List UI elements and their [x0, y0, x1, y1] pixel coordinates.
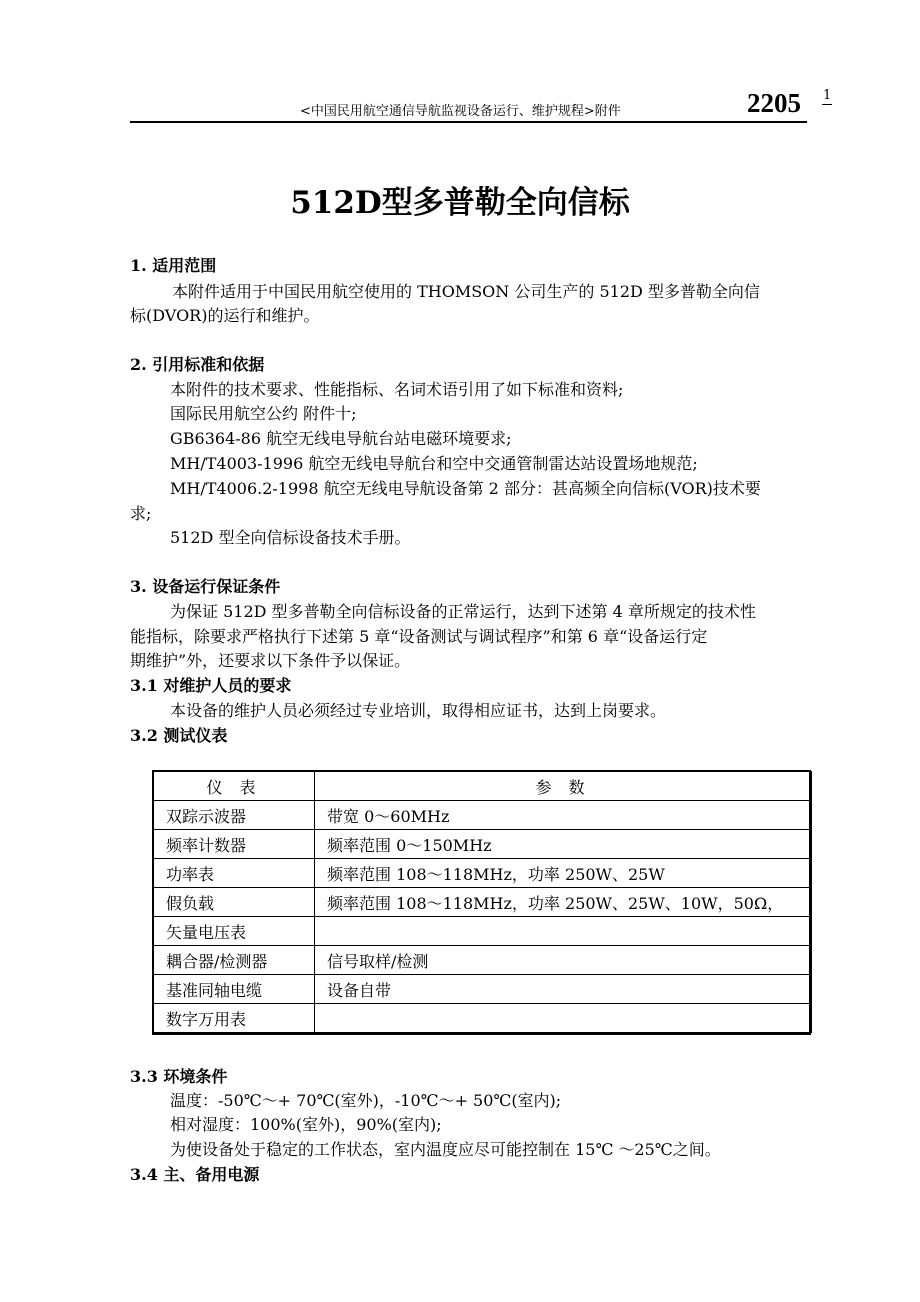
subsection-3-3-line-3: 为使设备处于稳定的工作状态，室内温度应尽可能控制在 15℃ ～25℃之间。	[170, 1140, 721, 1159]
table-cell-parameter: 带宽 0～60MHz	[315, 801, 812, 830]
subsection-3-3-line-1: 温度：-50℃～+ 70℃(室外)，-10℃～+ 50℃(室内);	[170, 1091, 562, 1110]
table-row	[154, 801, 812, 830]
table-row	[154, 975, 812, 1004]
table-row	[154, 859, 812, 888]
table-header-row	[154, 772, 812, 801]
running-header-title: <中国民用航空通信导航监视设备运行、维护规程>附件	[300, 104, 621, 119]
page-title: 512D型多普勒全向信标	[290, 185, 630, 221]
section-3-heading: 3. 设备运行保证条件	[130, 577, 281, 596]
instruments-table	[153, 771, 812, 1033]
section-1-text-line-2: 标(DVOR)的运行和维护。	[130, 306, 320, 325]
table-cell-instrument: 基准同轴电缆	[154, 975, 315, 1004]
table-header-instrument: 仪 表	[154, 772, 315, 801]
table-row	[154, 917, 812, 946]
subsection-3-4-heading: 3.4 主、备用电源	[130, 1165, 260, 1184]
section-2-line-4: MH/T4003-1996 航空无线电导航台和空中交通管制雷达站设置场地规范;	[170, 454, 698, 473]
table-cell-instrument: 矢量电压表	[154, 917, 315, 946]
section-2-line-2: 国际民用航空公约 附件十;	[170, 404, 357, 423]
table-cell-parameter: 频率范围 108～118MHz，功率 250W、25W	[315, 859, 812, 888]
document-number: 2205	[747, 88, 801, 118]
table-row	[154, 1004, 812, 1033]
table-cell-parameter	[315, 917, 812, 946]
section-3-text-line-1: 为保证 512D 型多普勒全向信标设备的正常运行，达到下述第 4 章所规定的技术性	[170, 602, 756, 621]
table-cell-instrument: 频率计数器	[154, 830, 315, 859]
section-2-heading: 2. 引用标准和依据	[130, 355, 265, 374]
subsection-3-1-heading: 3.1 对维护人员的要求	[130, 676, 292, 695]
table-row	[154, 888, 812, 917]
table-cell-parameter: 信号取样/检测	[315, 946, 812, 975]
table-cell-parameter: 频率范围 0～150MHz	[315, 830, 812, 859]
section-2-line-1: 本附件的技术要求、性能指标、名词术语引用了如下标准和资料;	[170, 380, 624, 399]
section-2-line-6: 512D 型全向信标设备技术手册。	[170, 528, 411, 547]
section-2-line-3: GB6364-86 航空无线电导航台站电磁环境要求;	[170, 429, 512, 448]
table-row	[154, 830, 812, 859]
section-1-heading: 1. 适用范围	[130, 256, 217, 275]
table-header-parameter: 参 数	[315, 772, 812, 801]
table-cell-parameter: 设备自带	[315, 975, 812, 1004]
page-number: 1	[823, 88, 832, 103]
subsection-3-2-heading: 3.2 测试仪表	[130, 726, 228, 745]
section-2-line-5b: 求;	[130, 504, 152, 523]
section-2-line-5a: MH/T4006.2-1998 航空无线电导航设备第 2 部分：甚高频全向信标(VOR)技术要	[170, 479, 761, 498]
table-cell-parameter: 频率范围 108～118MHz，功率 250W、25W、10W，50Ω，	[315, 888, 812, 917]
table-row	[154, 946, 812, 975]
section-3-text-line-3: 期维护”外，还要求以下条件予以保证。	[130, 651, 411, 670]
section-1-text-line-1: 本附件适用于中国民用航空使用的 THOMSON 公司生产的 512D 型多普勒全向信	[172, 282, 760, 301]
table-cell-parameter	[315, 1004, 812, 1033]
table-cell-instrument: 假负载	[154, 888, 315, 917]
table-cell-instrument: 数字万用表	[154, 1004, 315, 1033]
subsection-3-3-line-2: 相对湿度：100%(室外)，90%(室内);	[170, 1115, 442, 1134]
subsection-3-1-text: 本设备的维护人员必须经过专业培训，取得相应证书，达到上岗要求。	[170, 701, 667, 720]
header-rule	[130, 121, 807, 123]
table-cell-instrument: 耦合器/检测器	[154, 946, 315, 975]
subsection-3-3-heading: 3.3 环境条件	[130, 1067, 228, 1086]
section-3-text-line-2: 能指标，除要求严格执行下述第 5 章“设备测试与调试程序”和第 6 章“设备运行定	[130, 627, 708, 646]
table-cell-instrument: 功率表	[154, 859, 315, 888]
table-cell-instrument: 双踪示波器	[154, 801, 315, 830]
page-number-underline	[822, 104, 832, 105]
